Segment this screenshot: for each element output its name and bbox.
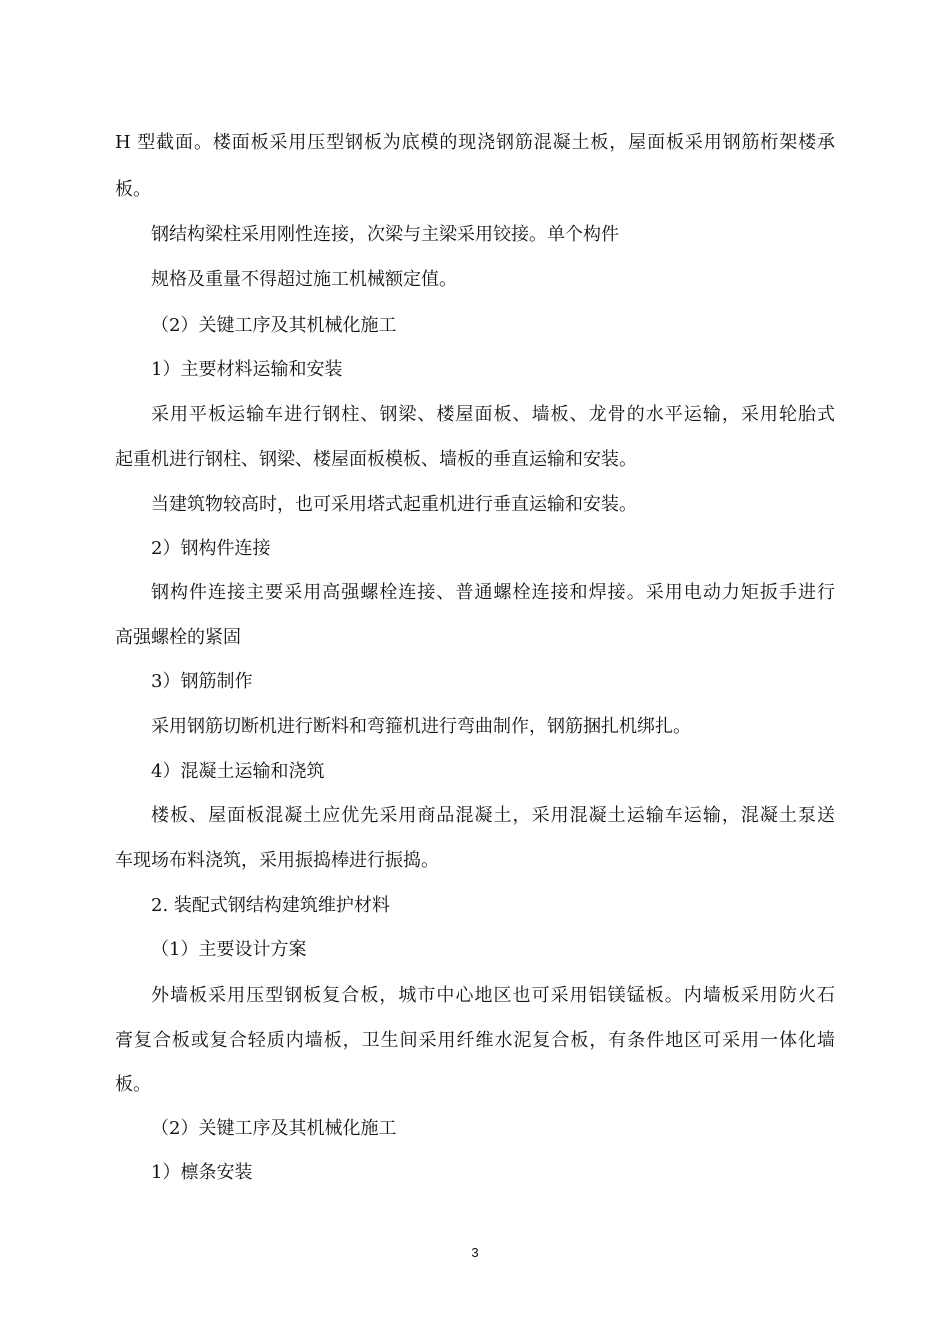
paragraph-line: 板。	[115, 1074, 151, 1095]
subsection-heading: 2）钢构件连接	[151, 538, 271, 559]
paragraph-line: 高强螺栓的紧固	[115, 627, 241, 648]
subsection-heading: 1）檩条安装	[151, 1162, 253, 1183]
paragraph-line: 板。	[115, 179, 151, 200]
section-heading: 2. 装配式钢结构建筑维护材料	[151, 895, 390, 916]
subsection-heading: 1）主要材料运输和安装	[151, 359, 343, 380]
subsection-heading: 3）钢筋制作	[151, 671, 253, 692]
paragraph-line: 楼板、屋面板混凝土应优先采用商品混凝土，采用混凝土运输车运输，混凝土泵送	[151, 805, 835, 826]
section-heading: （2）关键工序及其机械化施工	[151, 315, 397, 336]
paragraph-line: 规格及重量不得超过施工机械额定值。	[151, 269, 457, 290]
paragraph-line: 钢构件连接主要采用高强螺栓连接、普通螺栓连接和焊接。采用电动力矩扳手进行	[151, 582, 835, 603]
paragraph-line: 钢结构梁柱采用刚性连接，次梁与主梁采用铰接。单个构件	[151, 224, 619, 245]
section-heading: （1）主要设计方案	[151, 939, 307, 960]
paragraph-line: 外墙板采用压型钢板复合板，城市中心地区也可采用铝镁锰板。内墙板采用防火石	[151, 985, 835, 1006]
page-number: 3	[471, 1245, 479, 1260]
paragraph-line: H 型截面。楼面板采用压型钢板为底模的现浇钢筋混凝土板，屋面板采用钢筋桁架楼承	[115, 132, 835, 153]
paragraph-line: 当建筑物较高时，也可采用塔式起重机进行垂直运输和安装。	[151, 494, 637, 515]
paragraph-line: 采用平板运输车进行钢柱、钢梁、楼屋面板、墙板、龙骨的水平运输，采用轮胎式	[151, 404, 835, 425]
paragraph-line: 车现场布料浇筑，采用振捣棒进行振捣。	[115, 850, 439, 871]
paragraph-line: 起重机进行钢柱、钢梁、楼屋面板模板、墙板的垂直运输和安装。	[115, 449, 637, 470]
paragraph-line: 膏复合板或复合轻质内墙板，卫生间采用纤维水泥复合板，有条件地区可采用一体化墙	[115, 1030, 835, 1051]
subsection-heading: 4）混凝土运输和浇筑	[151, 761, 325, 782]
paragraph-line: 采用钢筋切断机进行断料和弯箍机进行弯曲制作，钢筋捆扎机绑扎。	[151, 716, 691, 737]
section-heading: （2）关键工序及其机械化施工	[151, 1118, 397, 1139]
